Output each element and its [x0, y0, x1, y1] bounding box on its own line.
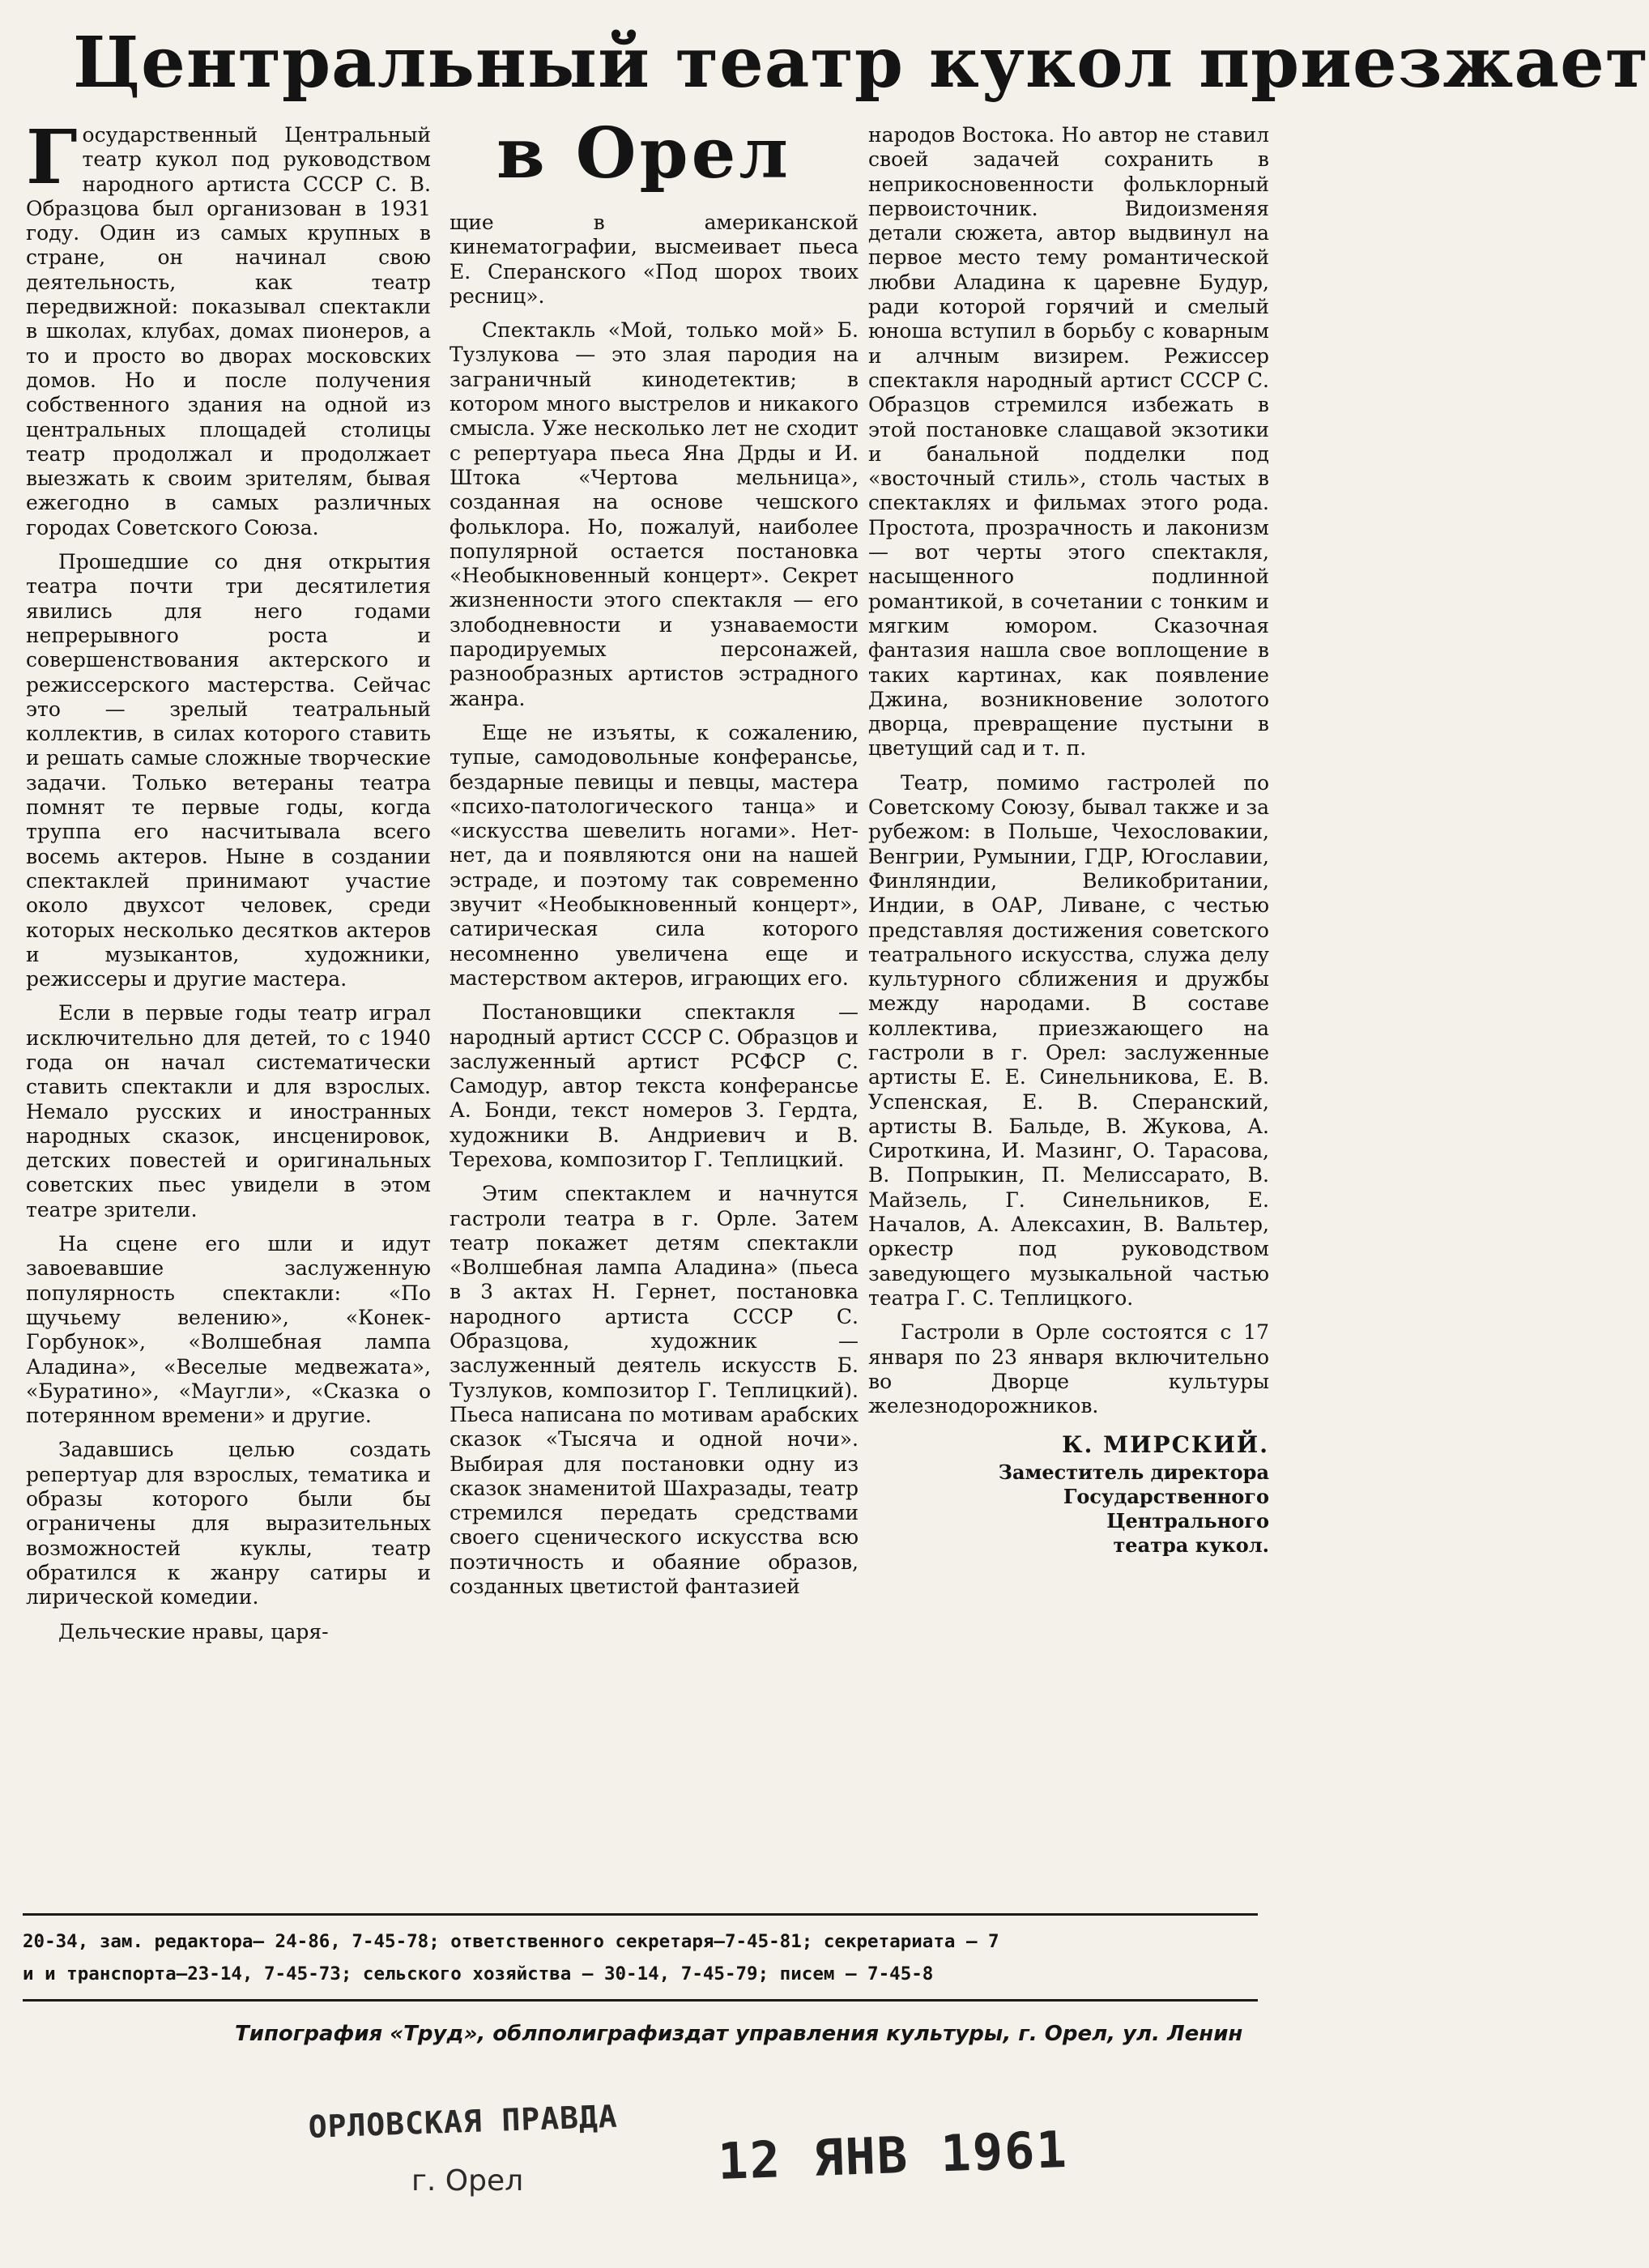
paragraph: Если в первые годы театр играл исключительно для детей, то с 1940 года он начал систематически ставить спектакли и для взрослых. Немало русских и иностранных народных сказок, инсценировок, детских повестей и оригинальных советских пьес увидели в этом театре зрители. — [26, 1001, 431, 1221]
archive-stamp-newspaper: ОРЛОВСКАЯ ПРАВДА — [308, 2098, 619, 2145]
headline-line-2: в Орел — [496, 113, 792, 194]
phone-directory-line: и и транспорта—23-14, 7-45-73; сельского хозяйства — 30-14, 7-45-79; писем — 7-45-8 — [23, 1963, 934, 1985]
article-column-3 — [868, 123, 1269, 1889]
printer-imprint: Типография «Труд», облполиграфиздат управления культуры, г. Орел, ул. Ленин — [235, 2022, 1243, 2046]
paragraph: народов Востока. Но автор не ставил своей задачей сохранить в неприкосновенности фольклорный первоисточник. Видоизменяя детали сюжета, автор выдвинул на первое место тему романтической любви Аладина к царевне Будур, ради которой горячий и смелый юноша вступил в борьбу с коварным и алчным визирем. Режиссер спектакля народный артист СССР С. Образцов стремился избежать в этой постановке слащавой экзотики и банальной подделки под «восточный стиль», столь частых в спектаклях и фильмах этого рода. Простота, прозрачность и лаконизм — вот черты этого спектакля, насыщенного подлинной романтикой, в сочетании с тонким и мягким юмором. Сказочная фантазия нашла свое воплощение в таких картинах, как появление Джина, возникновение золотого дворца, превращение пустыни в цветущий сад и т. п. — [868, 123, 1269, 761]
paragraph: На сцене его шли и идут завоевавшие заслуженную популярность спектакли: «По щучьему велению», «Конек-Горбунок», «Волшебная лампа Аладина», «Веселые медвежата», «Буратино», «Маугли», «Сказка о потерянном времени» и другие. — [26, 1232, 431, 1428]
paragraph: Задавшись целью создать репертуар для взрослых, тематика и образы которого были бы ограничены для выразительных возможностей куклы, театр обратился к жанру сатиры и лирической комедии. — [26, 1438, 431, 1609]
phone-directory-line: 20-34, зам. редактора— 24-86, 7-45-78; ответственного секретаря—7-45-81; секретариата — 7 — [23, 1931, 999, 1952]
drop-cap: Г — [26, 113, 78, 201]
paragraph: Гастроли в Орле состоятся с 17 января по 23 января включительно во Дворце культуры железнодорожников. — [868, 1320, 1269, 1418]
paragraph — [26, 113, 431, 540]
author-title-line: театра кукол. — [1113, 1533, 1269, 1558]
paragraph: Постановщики спектакля — народный артист СССР С. Образцов и заслуженный артист РСФСР С. Самодур, автор текста конферансье А. Бонди, текст номеров З. Гердта, художники В. Андриевич и В. Терехова, композитор Г. Теплицкий. — [450, 1000, 859, 1171]
author-signature — [868, 1433, 1269, 1558]
archive-stamp-city: г. Орел — [411, 2164, 524, 2198]
divider-rule — [23, 1999, 1258, 2002]
author-title-line: Заместитель директора — [998, 1460, 1269, 1485]
author-name: К. МИРСКИЙ. — [1062, 1431, 1269, 1459]
author-title-line: Центрального — [1106, 1509, 1269, 1533]
paragraph-text: осударственный Центральный театр кукол под руководством народного артиста СССР С. В. Образцова был организован в 1931 году. Один из самых крупных в стране, он начинал свою деятельность, как театр передвижной: показывал спектакли в школах, клубах, домах пионеров, а то и просто во дворах московских домов. Но и после получения собственного здания на одной из центральных площадей столицы театр продолжал и продолжает выезжать к своим зрителям, бывая ежегодно в самых различных городах Советского Союза. — [26, 123, 431, 539]
paragraph: Театр, помимо гастролей по Советскому Союзу, бывал также и за рубежом: в Польше, Чехословакии, Венгрии, Румынии, ГДР, Югославии, Финляндии, Великобритании, Индии, в ОАР, Ливане, с честью представляя достижения советского театрального искусства, служа делу культурного сближения и дружбы между народами. В составе коллектива, приезжающего на гастроли в г. Орел: заслуженные артисты Е. Е. Синельникова, Е. В. Успенская, Е. В. Сперанский, артисты В. Бальде, В. Жукова, А. Сироткина, И. Мазинг, О. Тарасова, В. Попрыкин, П. Мелиссарато, В. Майзель, Г. Синельников, Е. Началов, А. Алексахин, В. Вальтер, оркестр под руководством заведующего музыкальной частью театра Г. С. Теплицкого. — [868, 770, 1269, 1310]
paragraph: Дельческие нравы, царя- — [58, 1619, 329, 1643]
author-title-line: Государственного — [1063, 1485, 1269, 1509]
paragraph: Этим спектаклем и начнутся гастроли театра в г. Орле. Затем театр покажет детям спектакли «Волшебная лампа Аладина» (пьеса в 3 актах Н. Гернет, постановка народного артиста СССР С. Образцова, художник — заслуженный деятель искусств Б. Тузлуков, композитор Г. Теплицкий). Пьеса написана по мотивам арабских сказок «Тысяча и одной ночи». Выбирая для постановки одну из сказок знаменитой Шахразады, театр стремился передать средствами своего сценического искусства всю поэтичность и обаяние образов, созданных цветистой фантазией — [450, 1182, 859, 1599]
article-column-2 — [450, 211, 859, 1904]
paragraph: Прошедшие со дня открытия театра почти три десятилетия явились для него годами непрерывного роста и совершенствования актерского и режиссерского мастерства. Сейчас это — зрелый театральный коллектив, в силах которого ставить и решать самые сложные творческие задачи. Только ветераны театра помнят те первые годы, когда труппа его насчитывала всего восемь актеров. Ныне в создании спектаклей принимают участие около двухсот человек, среди которых несколько десятков актеров и музыкантов, художники, режиссеры и другие мастера. — [26, 550, 431, 991]
divider-rule — [23, 1913, 1258, 1916]
headline-line-1: Центральный театр кукол приезжает — [73, 22, 1649, 104]
archive-stamp-date: 12 ЯНВ 1961 — [717, 2119, 1069, 2191]
paragraph: щие в американской кинематографии, высмеивает пьеса Е. Сперанского «Под шорох твоих ресниц». — [450, 211, 859, 308]
paragraph: Спектакль «Мой, только мой» Б. Тузлукова — это злая пародия на заграничный кинодетектив; в котором много выстрелов и никакого смысла. Уже несколько лет не сходит с репертуара пьеса Яна Дрды и И. Штока «Чертова мельница», созданная на основе чешского фольклора. Но, пожалуй, наиболее популярной остается постановка «Необыкновенный концерт». Секрет жизненности этого спектакля — его злободневности и узнаваемости пародируемых персонажей, разнообразных артистов эстрадного жанра. — [450, 318, 859, 710]
paragraph: Еще не изъяты, к сожалению, тупые, самодовольные конферансье, бездарные певицы и певцы, мастера «психо-патологического танца» и «искусства шевелить ногами». Нет-нет, да и появляются они на нашей эстраде, и поэтому так современно звучит «Необыкновенный концерт», сатирическая сила которого несомненно увеличена еще и мастерством актеров, играющих его. — [450, 720, 859, 990]
article-column-1 — [26, 113, 431, 1905]
